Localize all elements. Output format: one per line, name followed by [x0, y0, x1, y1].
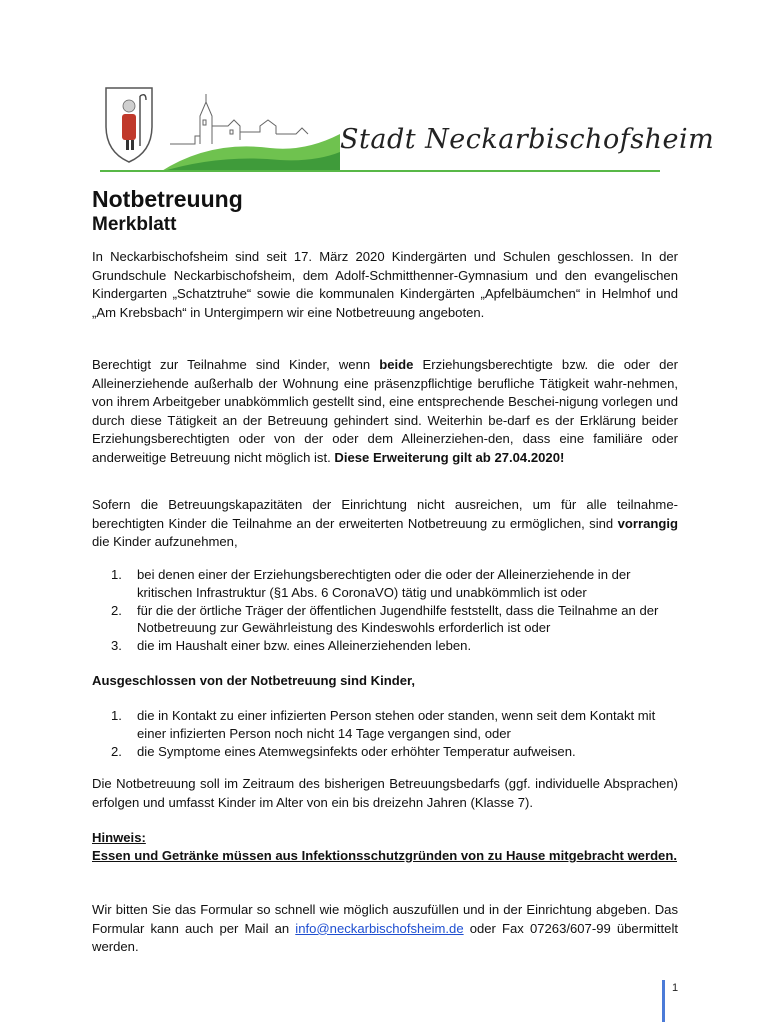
capacity-paragraph: Sofern die Betreuungskapazitäten der Einrichtung nicht ausreichen, um für alle teilnahme-berechtigten Kinder die Teilnahme an der erweiterten Notbetreuung zu ermöglichen, sind vorrangig die Kinder aufzunehmen,: [92, 497, 678, 550]
list-item: 1. bei denen einer der Erziehungsberechtigten oder die oder der Alleinerziehende in der kritischen Infrastruktur (§1 Abs. 6 CoronaVO) tätig und unabkömmlich ist oder: [111, 567, 631, 600]
hinweis-text: Essen und Getränke müssen aus Infektionsschutzgründen von zu Hause mitgebracht werden.: [92, 848, 677, 863]
submission-paragraph: Wir bitten Sie das Formular so schnell wie möglich auszufüllen und in der Einrichtung abgeben. Das Formular kann auch per Mail an info@neckarbischofsheim.de oder Fax 07263/607-99 übermittelt werden.: [92, 902, 678, 955]
letterhead: [100, 82, 715, 182]
list-item: 2. die Symptome eines Atemwegsinfekts oder erhöhter Temperatur aufweisen.: [111, 743, 576, 759]
page-marker-bar: [662, 980, 665, 1022]
exclusion-heading: Ausgeschlossen von der Notbetreuung sind Kinder,: [92, 673, 416, 688]
age-range-paragraph: Die Notbetreuung soll im Zeitraum des bisherigen Betreuungsbedarfs (ggf. individuelle Absprachen) erfolgen und umfasst Kinder im Alter von ein bis dreizehn Jahren (Klasse 7).: [92, 776, 678, 810]
header-divider: [100, 170, 660, 172]
brand-name: Stadt Neckarbischofsheim: [340, 124, 715, 155]
priority-list: [92, 566, 678, 655]
intro-paragraph: In Neckarbischofsheim sind seit 17. März 2020 Kindergärten und Schulen geschlossen. In der Grundschule Neckarbischofsheim, dem Adolf-Schmitthenner-Gymnasium und den evangelischen Kindergarten „Schatztruhe“ sowie die kommunalen Kindergärten „Apfelbäumchen“ in Helmhof und „Am Krebsbach“ in Untergimpern wir eine Notbetreuung angeboten.: [92, 249, 678, 320]
page-number: 1: [672, 982, 679, 994]
town-logo-icon: [100, 82, 340, 174]
email-link[interactable]: info@neckarbischofsheim.de: [295, 920, 464, 936]
hinweis-label: Hinweis:: [92, 830, 146, 845]
list-item: 3. die im Haushalt einer bzw. eines Alleinerziehenden leben.: [111, 638, 472, 654]
page-title: Notbetreuung: [92, 186, 243, 212]
hinweis-note: [92, 829, 678, 865]
list-item: 1. die in Kontakt zu einer infizierten Person stehen oder standen, wenn seit dem Kontakt mit einer infizierten Person noch nicht 14 Tage vergangen sind, oder: [111, 708, 656, 741]
exclusion-list: [92, 707, 678, 760]
eligibility-paragraph: Berechtigt zur Teilnahme sind Kinder, wenn beide Erziehungsberechtigte bzw. die oder der Alleinerziehende außerhalb der Wohnung eine präsenzpflichtige berufliche Tätigkeit wahr-nehmen, von ihrem Arbeitgeber unabkömmlich gestellt sind, eine entsprechende Beschei-nigung vorlegen und durch diese Tätigkeit an der Betreuung gehindert sind. Weiterhin be-darf es der Erklärung beider Erziehungsberechtigten oder von der oder dem Alleinerziehen-den, dass eine familiäre oder anderweitige Betreuung nicht möglich ist. Diese Erweiterung gilt ab 27.04.2020!: [92, 357, 678, 465]
list-item: 2. für die der örtliche Träger der öffentlichen Jugendhilfe feststellt, dass die Teilnahme an der Notbetreuung zur Gewährleistung des Kindeswohls erforderlich ist oder: [111, 602, 659, 636]
page-subtitle: Merkblatt: [92, 214, 177, 235]
